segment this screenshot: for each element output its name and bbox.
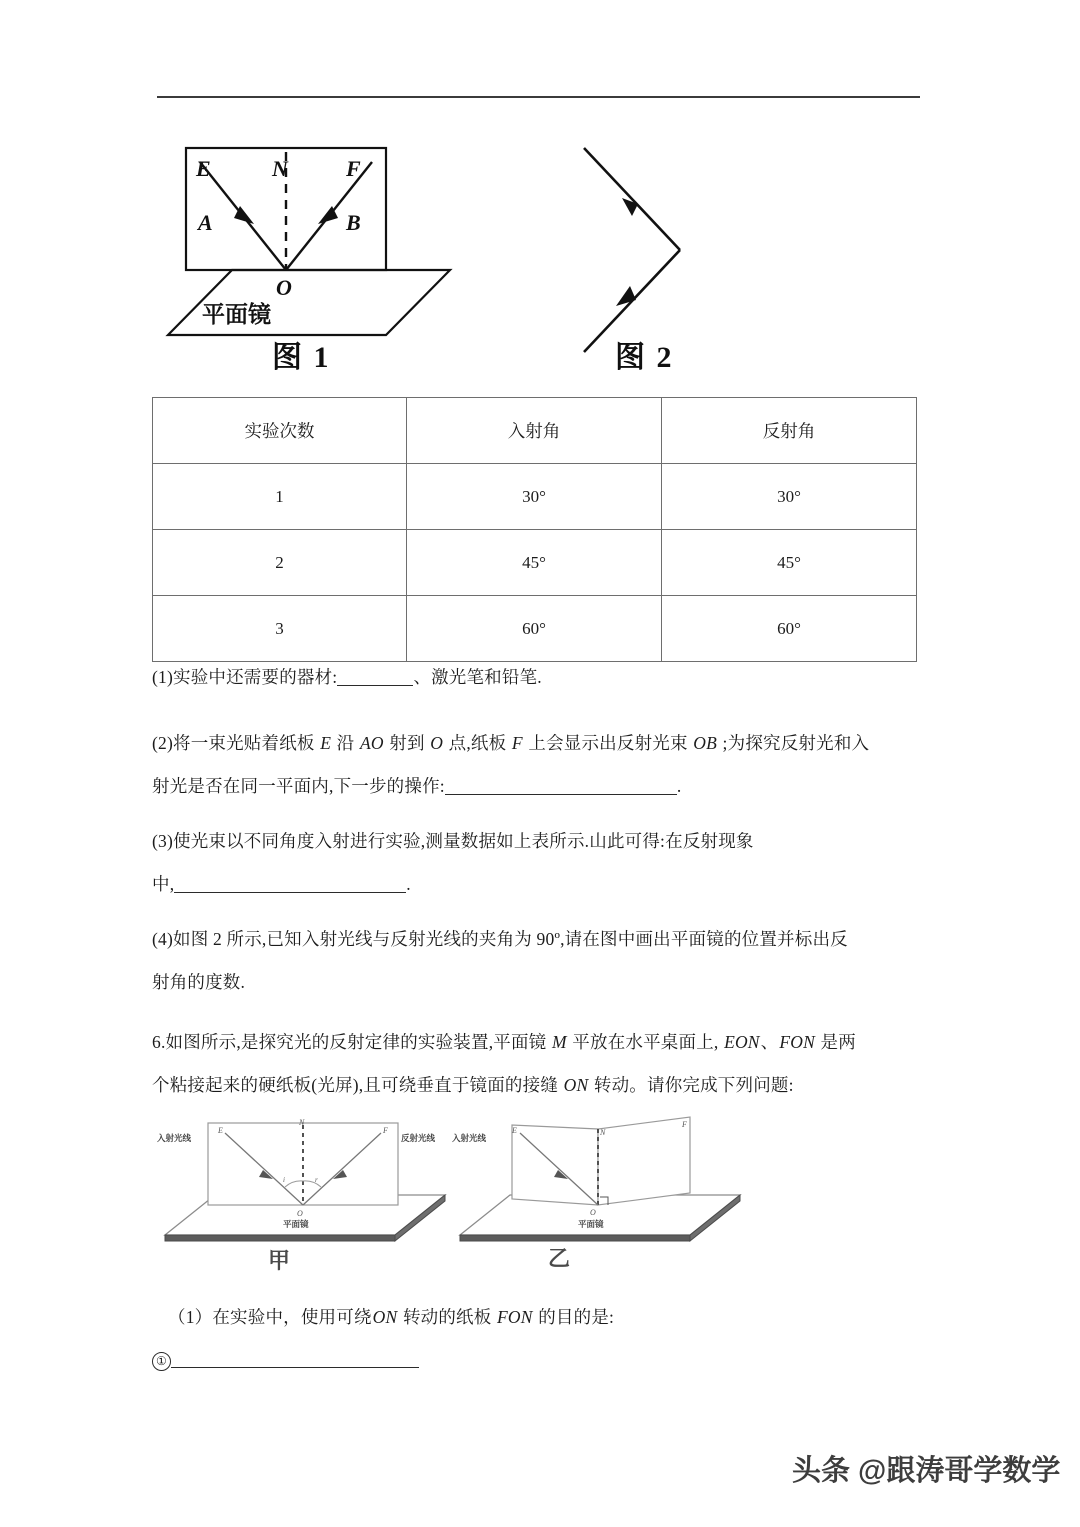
q6-var-FON: FON: [779, 1032, 815, 1052]
q6s1-var-ON: ON: [372, 1307, 398, 1327]
jia-label-E: E: [218, 1126, 223, 1135]
q1-answer-blank[interactable]: [337, 685, 413, 686]
yi-label-O: O: [590, 1208, 596, 1217]
label-N: N: [272, 156, 288, 181]
jia-label-N: N: [299, 1118, 305, 1127]
q2-l1e: 上会显示出反射光束: [523, 733, 693, 753]
th-reflect-angle: 反射角: [662, 398, 917, 464]
q6-l1b: 平放在水平桌面上,: [567, 1032, 724, 1052]
question-6-sub-1-answer-row: [152, 1338, 852, 1381]
cell-reflect: 30°: [662, 464, 917, 530]
th-trial: 实验次数: [153, 398, 407, 464]
figure-2-caption: 图 2: [615, 341, 674, 374]
answer-marker-1: ①: [152, 1352, 171, 1371]
th-incident-angle: 入射角: [407, 398, 662, 464]
yi-incident-label: 入射光线: [452, 1133, 487, 1143]
q3-answer-blank[interactable]: [174, 892, 406, 893]
q2-l1b: 沿: [332, 733, 359, 753]
q4-l2: 射角的度数.: [152, 972, 246, 992]
jia-label-F: F: [383, 1126, 388, 1135]
q2-l1c: 射到: [384, 733, 430, 753]
table-header-row: [153, 398, 917, 464]
cell-trial: 3: [153, 596, 407, 662]
q6s1-answer-blank[interactable]: [171, 1367, 419, 1368]
label-O: O: [276, 275, 292, 300]
label-B: B: [346, 210, 361, 235]
table-row: [153, 530, 917, 596]
q6s1-var-FON: FON: [497, 1307, 533, 1327]
table-row: [153, 596, 917, 662]
q2-var-E: E: [320, 733, 332, 753]
question-1: [152, 656, 932, 699]
apparatus-band: [150, 1108, 940, 1293]
q2-var-AO: AO: [359, 733, 384, 753]
apparatus-yi-diagram: [450, 1113, 750, 1258]
q6s1-a: （1）在实验中，使用可绕: [168, 1307, 372, 1327]
yi-mirror-front-edge: [460, 1235, 690, 1241]
jia-mirror-label: 平面镜: [283, 1219, 309, 1229]
mirror-label-text: 平面镜: [202, 301, 271, 327]
q6-l1a: 6.如图所示,是探究光的反射定律的实验装置,平面镜: [152, 1032, 551, 1052]
apparatus-jia-diagram: [155, 1113, 455, 1258]
figure-1-diagram: [160, 130, 460, 360]
q2-answer-blank[interactable]: [445, 794, 677, 795]
cell-reflect: 60°: [662, 596, 917, 662]
q3-l2a: 中,: [152, 874, 175, 894]
q6-l2b: 转动。请你完成下列问题:: [589, 1075, 794, 1095]
fig2-incident-arrow: [622, 198, 638, 216]
q6-l1c: 、: [760, 1032, 779, 1052]
yi-label-N: N: [600, 1128, 606, 1137]
header-divider: [157, 96, 920, 98]
q2-var-OB: OB: [693, 733, 717, 753]
question-3: [152, 820, 932, 906]
cell-trial: 1: [153, 464, 407, 530]
yi-label-E: E: [512, 1126, 517, 1135]
yi-label-F: F: [682, 1120, 687, 1129]
q6-var-ON: ON: [563, 1075, 589, 1095]
fig2-incident-line: [584, 148, 680, 250]
q2-l2a: 射光是否在同一平面内,下一步的操作:: [152, 776, 445, 796]
q2-l1f: ;为探究反射光和入: [717, 733, 870, 753]
fig2-reflected-arrow: [616, 286, 636, 306]
cell-reflect: 45°: [662, 530, 917, 596]
q6-var-EON: EON: [724, 1032, 760, 1052]
jia-mirror-front-edge: [165, 1235, 395, 1241]
apparatus-jia-caption: 甲: [268, 1248, 291, 1273]
label-F: F: [346, 156, 361, 181]
q6-l1d: 是两: [815, 1032, 856, 1052]
q6s1-b: 转动的纸板: [398, 1307, 497, 1327]
question-6-sub-1: [168, 1296, 868, 1339]
figure-1-caption: 图 1: [272, 341, 331, 374]
q3-l2b: .: [406, 874, 411, 894]
yi-mirror-label: 平面镜: [578, 1219, 604, 1229]
question-6: [152, 1021, 938, 1107]
apparatus-yi-caption: 乙: [548, 1246, 571, 1271]
figure-2-diagram: [530, 130, 730, 360]
q2-var-O: O: [430, 733, 444, 753]
watermark-text: 头条 @跟涛哥学数学: [792, 1455, 1061, 1487]
figure-band: [150, 110, 930, 385]
q1-tail: 、激光笔和铅笔.: [413, 667, 542, 687]
q1-lead: (1)实验中还需要的器材:: [152, 667, 338, 687]
label-A: A: [198, 210, 213, 235]
jia-label-r: r: [315, 1176, 318, 1184]
label-E: E: [196, 156, 211, 181]
jia-reflected-label: 反射光线: [401, 1133, 436, 1143]
q4-l1: (4)如图 2 所示,已知入射光线与反射光线的夹角为 90º,请在图中画出平面镜的位置并标出反: [152, 929, 848, 949]
q3-l1: (3)使光束以不同角度入射进行实验,测量数据如上表所示.山此可得:在反射现象: [152, 831, 754, 851]
cell-incident: 45°: [407, 530, 662, 596]
q6-l2a: 个粘接起来的硬纸板(光屏),且可绕垂直于镜面的接缝: [152, 1075, 563, 1095]
cell-incident: 60°: [407, 596, 662, 662]
jia-label-i: i: [283, 1176, 285, 1184]
question-2: [152, 722, 934, 808]
table-row: [153, 464, 917, 530]
q6-var-M: M: [551, 1032, 567, 1052]
yi-right-panel-rotated: [598, 1117, 690, 1205]
q2-l2b: .: [676, 776, 682, 796]
q2-l1a: (2)将一束光贴着纸板: [152, 733, 320, 753]
jia-label-O: O: [297, 1209, 303, 1218]
q6s1-c: 的目的是:: [533, 1307, 615, 1327]
q2-l1d: 点,纸板: [444, 733, 511, 753]
q2-var-F: F: [511, 733, 523, 753]
question-4: [152, 918, 934, 1004]
experiment-data-table: [152, 397, 917, 662]
cell-trial: 2: [153, 530, 407, 596]
jia-incident-label: 入射光线: [157, 1133, 192, 1143]
cell-incident: 30°: [407, 464, 662, 530]
